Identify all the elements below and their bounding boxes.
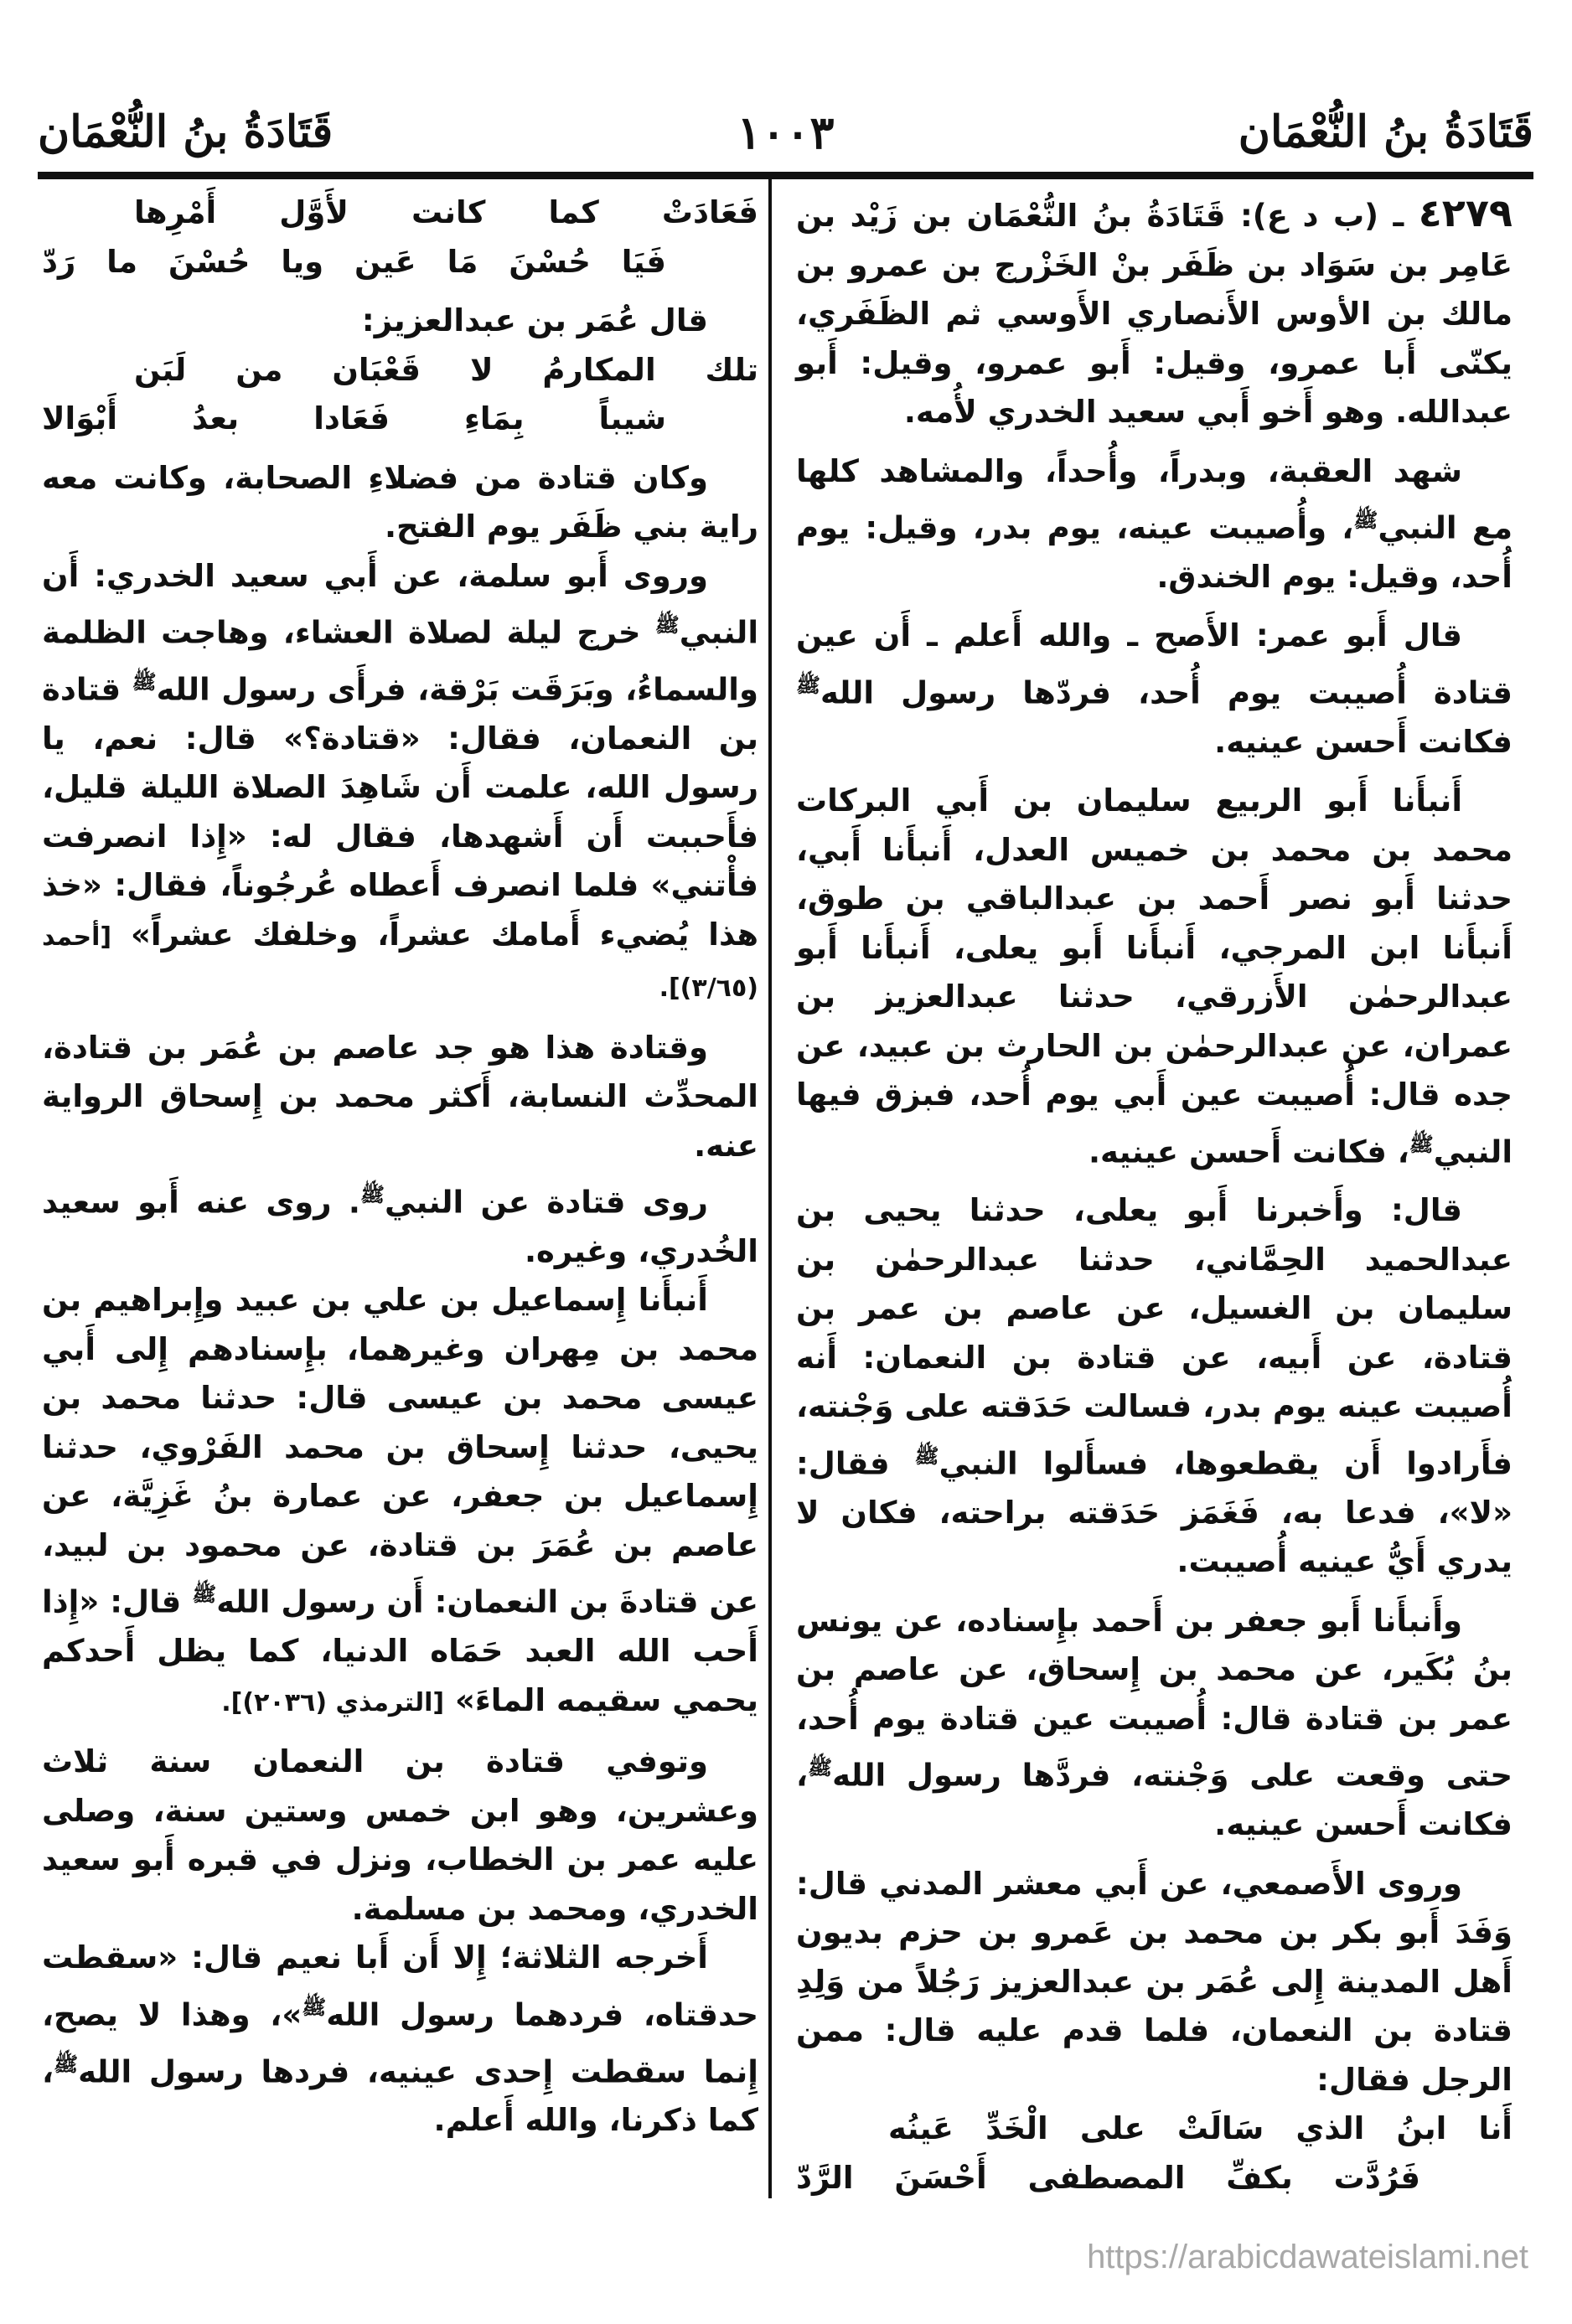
salutation-icon: ﷺ xyxy=(132,669,157,694)
text: وروى الأَصمعي، عن أَبي معشر المدني قال: وَفَدَ أَبو بكر بن محمد بن عَمرو بن حزم بديون أَهل المدينة إِلى عُمَر بن عبدالعزيز رَجُلاً من وَلِدِ قتادة بن النعمان، فلما قدم عليه قال: ممن الرجل فقال: xyxy=(796,1865,1513,2098)
text: أَخرجه الثلاثة؛ إِلا أَن أَبا نعيم قال: «سقطت حدقتاه، فردهما رسول الله xyxy=(42,1939,758,2033)
paragraph xyxy=(796,777,1513,1176)
entry-name: قَتَادَةُ بنُ النُّعْمَان xyxy=(966,198,1226,234)
verse-line: فَيَا حُسْنَ مَا عَين ويا حُسْنَ ما رَدّ xyxy=(42,243,666,280)
hadith-quote: «قتادة؟» xyxy=(283,720,421,757)
text: وروى أَبو سلمة، عن أَبي سعيد الخدري: أَن النبي xyxy=(42,557,758,651)
left-column xyxy=(42,189,758,2146)
salutation-icon: ﷺ xyxy=(302,1995,327,2019)
text: قال أَبو عمر: الأَصح ـ والله أَعلم ـ أَن عين قتادة أُصيبت يوم أُحد، فردّها رسول الله xyxy=(796,617,1513,711)
text: قال: نعم، يا رسول الله، علمت أَن شَاهِدَ الصلاة الليلة قليل، فأَحببت أَن أَشهدها، فقال له: xyxy=(42,720,758,855)
paragraph xyxy=(796,1186,1513,1586)
paragraph xyxy=(42,1934,758,2146)
running-title-left: قَتَادَةُ بنُ النُّعْمَان xyxy=(38,106,334,158)
verse-line: تلك المكارمُ لا قَعْبَان من لَبَن xyxy=(134,351,758,388)
verse-line: فَرُدَّت بكفِّ المصطفى أَحْسَنَ الرَّدّ xyxy=(796,2159,1420,2196)
text: قال: xyxy=(110,1583,182,1620)
salutation-icon: ﷺ xyxy=(1353,509,1378,532)
text: ، فكانت أَحسن عينيه. xyxy=(796,1757,1513,1843)
right-column xyxy=(796,189,1513,2203)
text: ، فدعا به، فَغَمَز حَدَقته براحته، فكان لا يدري أَيُّ عينيه أُصيبت. xyxy=(796,1494,1513,1580)
hadith-quote: «لا» xyxy=(1449,1494,1513,1531)
salutation-icon: ﷺ xyxy=(808,1756,833,1780)
running-title-right: قَتَادَةُ بنُ النُّعْمَان xyxy=(1238,106,1533,158)
salutation-icon: ﷺ xyxy=(1409,1132,1434,1156)
text: فقال: xyxy=(796,1445,890,1482)
paragraph xyxy=(796,1597,1513,1850)
hadith-quote: «إِذا انصرفت فأْتني» xyxy=(42,818,758,904)
salutation-icon: ﷺ xyxy=(54,2052,79,2076)
text: ، كما ذكرنا، والله أَعلم. xyxy=(42,2053,758,2139)
page-number: ١٠٠٣ xyxy=(737,106,835,159)
text: قال: وأَخبرنا أَبو يعلى، حدثنا يحيى بن عبدالحميد الحِمَّاني، حدثنا عبدالرحمٰن بن سليمان بن الغسيل، عن عاصم بن عمر بن قتادة، عن أَبيه، عن قتادة بن النعمان: أَنه أُصيبت عينه يوم بدر، فسالت حَدَقته على وَجْنته، فأَرادوا أَن يقطعوها، فسأَلوا النبي xyxy=(796,1192,1513,1482)
paragraph: وقتادة هذا هو جد عاصم بن عُمَر بن قتادة، المحدِّث النسابة، أَكثر محمد بن إِسحاق الرواية عنه. xyxy=(42,1029,758,1164)
verse-line: أَنا ابنُ الذي سَالَتْ على الْخَدِّ عَينُه xyxy=(888,2110,1513,2147)
paragraph xyxy=(42,1170,758,1276)
text: ، فكانت أَحسن عينيه. xyxy=(1089,1133,1409,1170)
text: خرج ليلة لصلاة العشاء، وهاجت الظلمة والسماءُ، وبَرَقَت بَرْقة، فرأَى رسول الله xyxy=(42,614,758,708)
entry-code: ـ (ب د ع): xyxy=(1240,198,1404,234)
paragraph xyxy=(796,612,1513,767)
salutation-icon: ﷺ xyxy=(796,673,820,697)
text: »، وهذا لا يصح، إِنما سقطت إِحدى عينيه، فردها رسول الله xyxy=(42,1996,758,2089)
text: ، وأُصيبت عينه، يوم بدر، وقيل: يوم أُحد، وقيل: يوم الخندق. xyxy=(796,509,1513,595)
text: . روى عنه أَبو سعيد الخُدري، وغيره. xyxy=(42,1184,758,1269)
text: قتادة بن النعمان، فقال: xyxy=(42,671,758,757)
poem-intro: قال عُمَر بن عبدالعزيز: xyxy=(361,302,708,338)
citation: [أحمد (٣/٦٥)]. xyxy=(42,922,758,1004)
salutation-icon: ﷺ xyxy=(654,613,680,637)
page-header xyxy=(38,99,1533,166)
paragraph: وتوفي قتادة بن النعمان سنة ثلاث وعشرين، وهو ابن خمس وستين سنة، وصلى عليه عمر بن الخطاب، ونزل في قبره أَبو سعيد الخدري، ومحمد بن مسلمة. xyxy=(42,1743,758,1927)
watermark-url: https://arabicdawateislami.net xyxy=(1087,2239,1528,2275)
text: أَنبأَنا أَبو الربيع سليمان بن أَبي البركات محمد بن محمد بن خميس العدل، أَنبأَنا أَبي، حدثنا أَبو نصر أَحمد بن عبدالباقي بن طوق، أَنبأَنا ابن المرجي، أَنبأَنا أَبو يعلى، أَنبأَنا أَبو عبدالرحمٰن الأَزرقي، حدثنا عبدالعزيز بن عمران، عن عبدالرحمٰن بن الحارث بن عبيد، عن جده قال: أُصيبت عين أَبي يوم أُحد، فبزق فيها النبي xyxy=(796,782,1513,1170)
verse-line: شيباً بِمَاءِ فَعَادا بعدُ أَبْوَالا xyxy=(42,400,666,436)
paragraph xyxy=(796,1860,1513,2105)
salutation-icon: ﷺ xyxy=(914,1443,939,1468)
entry-paragraph xyxy=(796,189,1513,437)
header-rule xyxy=(38,172,1533,179)
text: روى قتادة عن النبي xyxy=(384,1184,708,1221)
entry-number: ٤٢٧٩ xyxy=(1418,190,1513,235)
salutation-icon: ﷺ xyxy=(192,1583,217,1607)
text: فلما انصرف أَعطاه عُرجُوناً، فقال: xyxy=(114,867,639,904)
text: شهد العقبة، وبدراً، وأُحداً، والمشاهد كلها مع النبي xyxy=(796,452,1513,546)
verse-line: فَعَادَتْ كما كانت لأَوَّل أَمْرِها xyxy=(134,194,758,230)
citation: [الترمذي (٢٠٣٦)]. xyxy=(221,1687,445,1717)
entry-text: بن زَيْد بن عَامِر بن سَوَاد بن ظَفَر بنْ الخَزْرج بن عمرو بن مالك بن الأوس الأَنصاري الأَوسي ثم الظَفَري، يكنّى أَبا عمرو، وقيل: أَبو عمرو، وقيل: أَبو عبدالله. وهو أَخو أَبي سعيد الخدري لأُمه. xyxy=(796,198,1513,430)
paragraph: وكان قتادة من فضلاءِ الصحابة، وكانت معه راية بني ظَفَر يوم الفتح. xyxy=(42,459,758,545)
text: أَنبأَنا إِسماعيل بن علي بن عبيد وإِبراهيم بن محمد بن مِهران وغيرهما، بإِسنادهم إِلى أَبي عيسى محمد بن عيسى قال: حدثنا محمد بن يحيى، حدثنا إِسحاق بن محمد الفَرْوي، حدثنا إِسماعيل بن جعفر، عن عمارة بنُ غَزِيَّة، عن عاصم بن عُمَرَ بن قتادة، عن محمود بن لبيد، عن قتادةَ بن النعمان: أَن رسول الله xyxy=(42,1282,758,1620)
text: وأَنبأَنا أَبو جعفر بن أَحمد بإِسناده، عن يونس بنُ بُكَير، عن محمد بن إِسحاق، عن عاصم بن عمر بن قتادة قال: أُصيبت عين قتادة يوم أُحد، حتى وقعت على وَجْنته، فردَّها رسول الله xyxy=(796,1602,1513,1794)
paragraph xyxy=(42,552,758,1014)
text: فكانت أَحسن عينيه. xyxy=(1214,723,1513,760)
salutation-icon: ﷺ xyxy=(359,1183,385,1207)
column-divider xyxy=(768,179,772,2198)
paragraph xyxy=(796,447,1513,602)
hadith-quote: «إِذا أَحب الله العبد حَمَاه الدنيا، كما يظل أَحدكم يحمي سقيمه الماءَ» xyxy=(42,1583,758,1718)
hadith-quote: «خذ هذا يُضيء أَمامك عشراً، وخلفك عشراً» xyxy=(42,867,758,953)
paragraph xyxy=(42,1276,758,1728)
